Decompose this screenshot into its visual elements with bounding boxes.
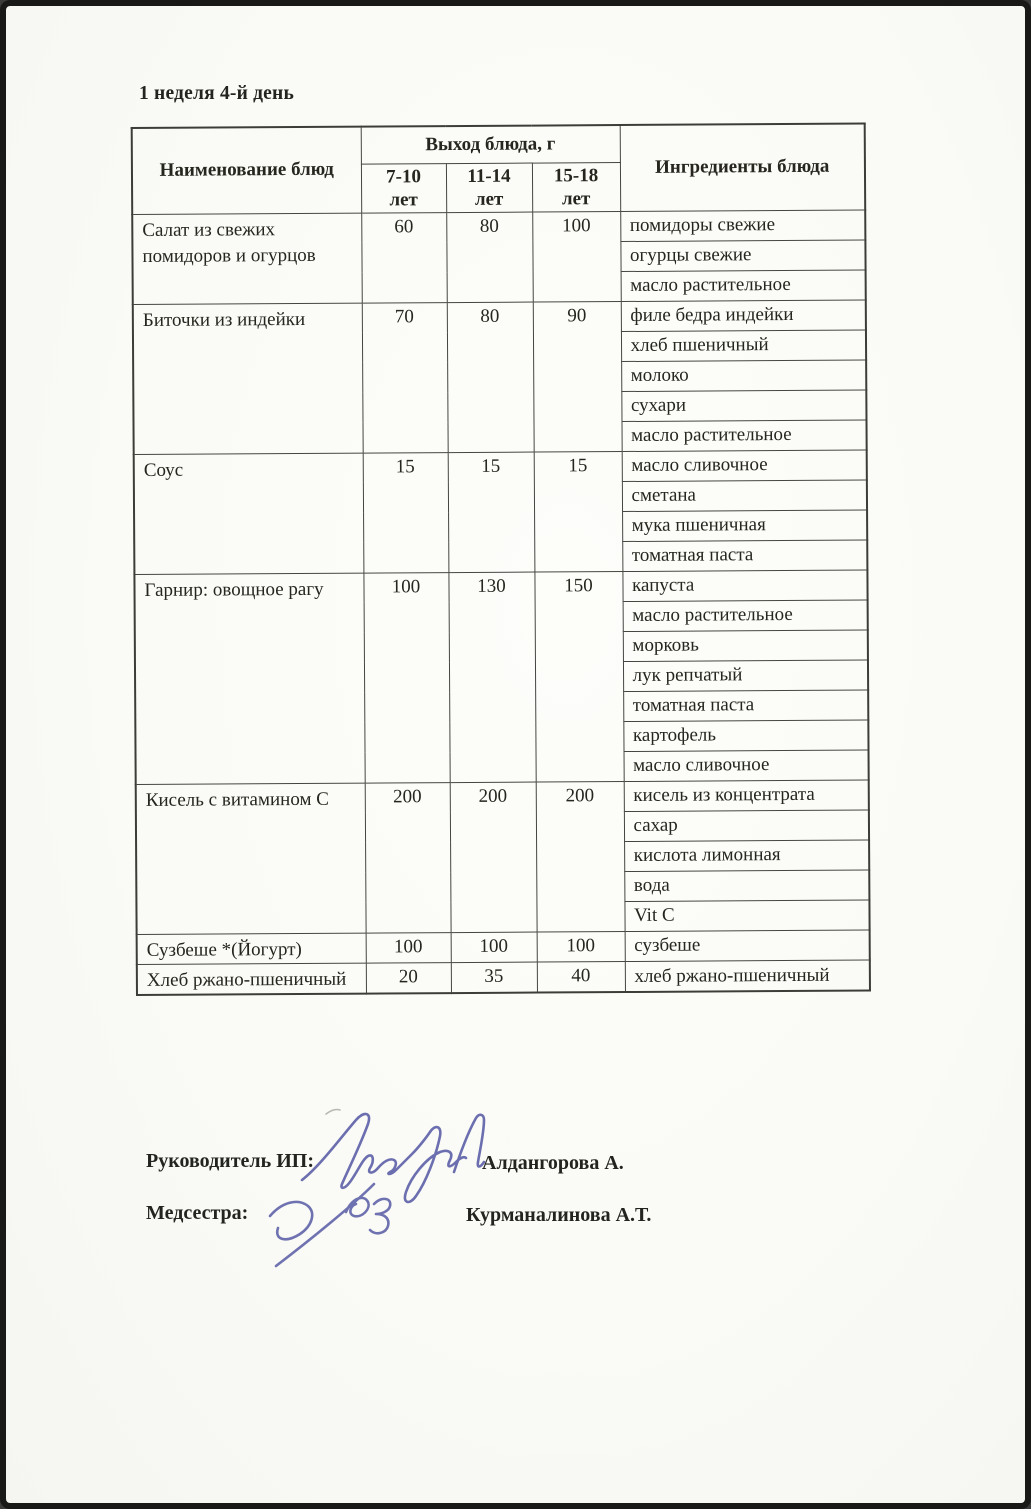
portion-cell: 130: [448, 572, 535, 783]
col-header-ingredients: Ингредиенты блюда: [620, 124, 866, 212]
signature-role-nurse: Медсестра:: [146, 1202, 249, 1224]
portion-cell: 20: [366, 963, 451, 994]
portion-cell: 35: [451, 962, 537, 993]
ingredient-cell: томатная паста: [622, 540, 867, 571]
ingredient-cell: вода: [624, 870, 869, 901]
ingredient-cell: огурцы свежие: [620, 240, 865, 271]
portion-cell: 15: [448, 452, 535, 573]
ingredient-cell: кисель из концентрата: [624, 780, 869, 811]
age-col-11-14: [446, 163, 532, 213]
page-title: 1 неделя 4-й день: [139, 83, 294, 104]
dish-cell: Гарнир: овощное рагу: [134, 573, 364, 784]
dish-row-group: [134, 570, 867, 604]
portion-cell: 70: [362, 302, 448, 453]
dish-row-group: [134, 450, 867, 484]
ingredient-cell: масло растительное: [623, 600, 868, 631]
dish-cell: Биточки из индейки: [133, 303, 363, 454]
ingredient-cell: сметана: [622, 480, 867, 511]
dish-row-group: [137, 960, 870, 995]
nurse-signature-ink: [262, 1178, 412, 1270]
portion-cell: 80: [446, 212, 533, 303]
portion-cell: 100: [366, 932, 451, 963]
age-unit: лет: [561, 187, 591, 210]
col-header-output: Выход блюда, г: [361, 125, 620, 164]
ingredient-cell: Vit C: [624, 900, 869, 931]
dish-row-group: [136, 780, 869, 814]
portion-cell: 200: [450, 782, 537, 933]
ingredient-cell: капуста: [622, 570, 867, 601]
portion-cell: 15: [363, 452, 449, 573]
ingredient-cell: лук репчатый: [623, 660, 868, 691]
ingredient-cell: масло растительное: [622, 420, 867, 451]
age-range: 15-18: [553, 164, 599, 186]
menu-table: [131, 123, 871, 997]
ingredient-cell: филе бедра индейки: [621, 300, 866, 331]
menu-table-body: [132, 124, 870, 996]
signature-name-director: Алдангорова А.: [482, 1152, 624, 1174]
age-range: 7-10: [386, 165, 421, 187]
ingredient-cell: хлеб ржано-пшеничный: [625, 960, 870, 992]
dish-row-group: [132, 210, 865, 244]
ingredient-cell: хлеб пшеничный: [621, 330, 866, 361]
ingredient-cell: сухари: [621, 390, 866, 421]
ingredient-cell: помидоры свежие: [620, 210, 865, 241]
signature-role-director: Руководитель ИП:: [146, 1150, 314, 1172]
age-col-7-10: [361, 163, 446, 213]
col-header-dish: Наименование блюд: [132, 127, 362, 215]
dish-cell: Кисель с витамином С: [136, 783, 366, 934]
ingredient-cell: молоко: [621, 360, 866, 391]
portion-cell: 40: [537, 962, 625, 993]
signature-name-nurse: Курманалинова А.Т.: [466, 1204, 652, 1226]
ingredient-cell: сахар: [624, 810, 869, 841]
ingredient-cell: мука пшеничная: [622, 510, 867, 541]
portion-cell: 60: [361, 212, 447, 303]
portion-cell: 100: [451, 932, 537, 963]
age-unit: лет: [389, 188, 418, 211]
age-col-15-18: [532, 162, 620, 212]
portion-cell: 80: [447, 302, 534, 453]
portion-cell: 90: [533, 301, 622, 452]
ingredient-cell: кислота лимонная: [624, 840, 869, 871]
ingredient-cell: масло сливочное: [622, 450, 867, 481]
age-range: 11-14: [467, 165, 511, 187]
dish-cell: Сузбеше *(Йогурт): [137, 933, 366, 965]
ingredient-cell: сузбеше: [625, 930, 870, 962]
dish-row-group: [137, 930, 870, 965]
ingredient-cell: картофель: [623, 720, 868, 751]
ingredient-cell: масло сливочное: [624, 750, 869, 781]
dish-cell: Салат из свежих помидоров и огурцов: [132, 213, 362, 304]
portion-cell: 15: [534, 451, 623, 572]
header-row-top: [132, 124, 865, 165]
portion-cell: 100: [532, 211, 621, 302]
dish-cell: Соус: [134, 453, 364, 574]
age-unit: лет: [474, 188, 504, 210]
portion-cell: 200: [536, 781, 625, 932]
portion-cell: 200: [365, 782, 451, 933]
portion-cell: 150: [534, 571, 623, 782]
dish-row-group: [133, 300, 866, 334]
dish-cell: Хлеб ржано-пшеничный: [137, 963, 366, 995]
ingredient-cell: морковь: [623, 630, 868, 661]
portion-cell: 100: [363, 572, 449, 783]
portion-cell: 100: [537, 931, 625, 962]
ingredient-cell: масло растительное: [621, 270, 866, 301]
ingredient-cell: томатная паста: [623, 690, 868, 721]
